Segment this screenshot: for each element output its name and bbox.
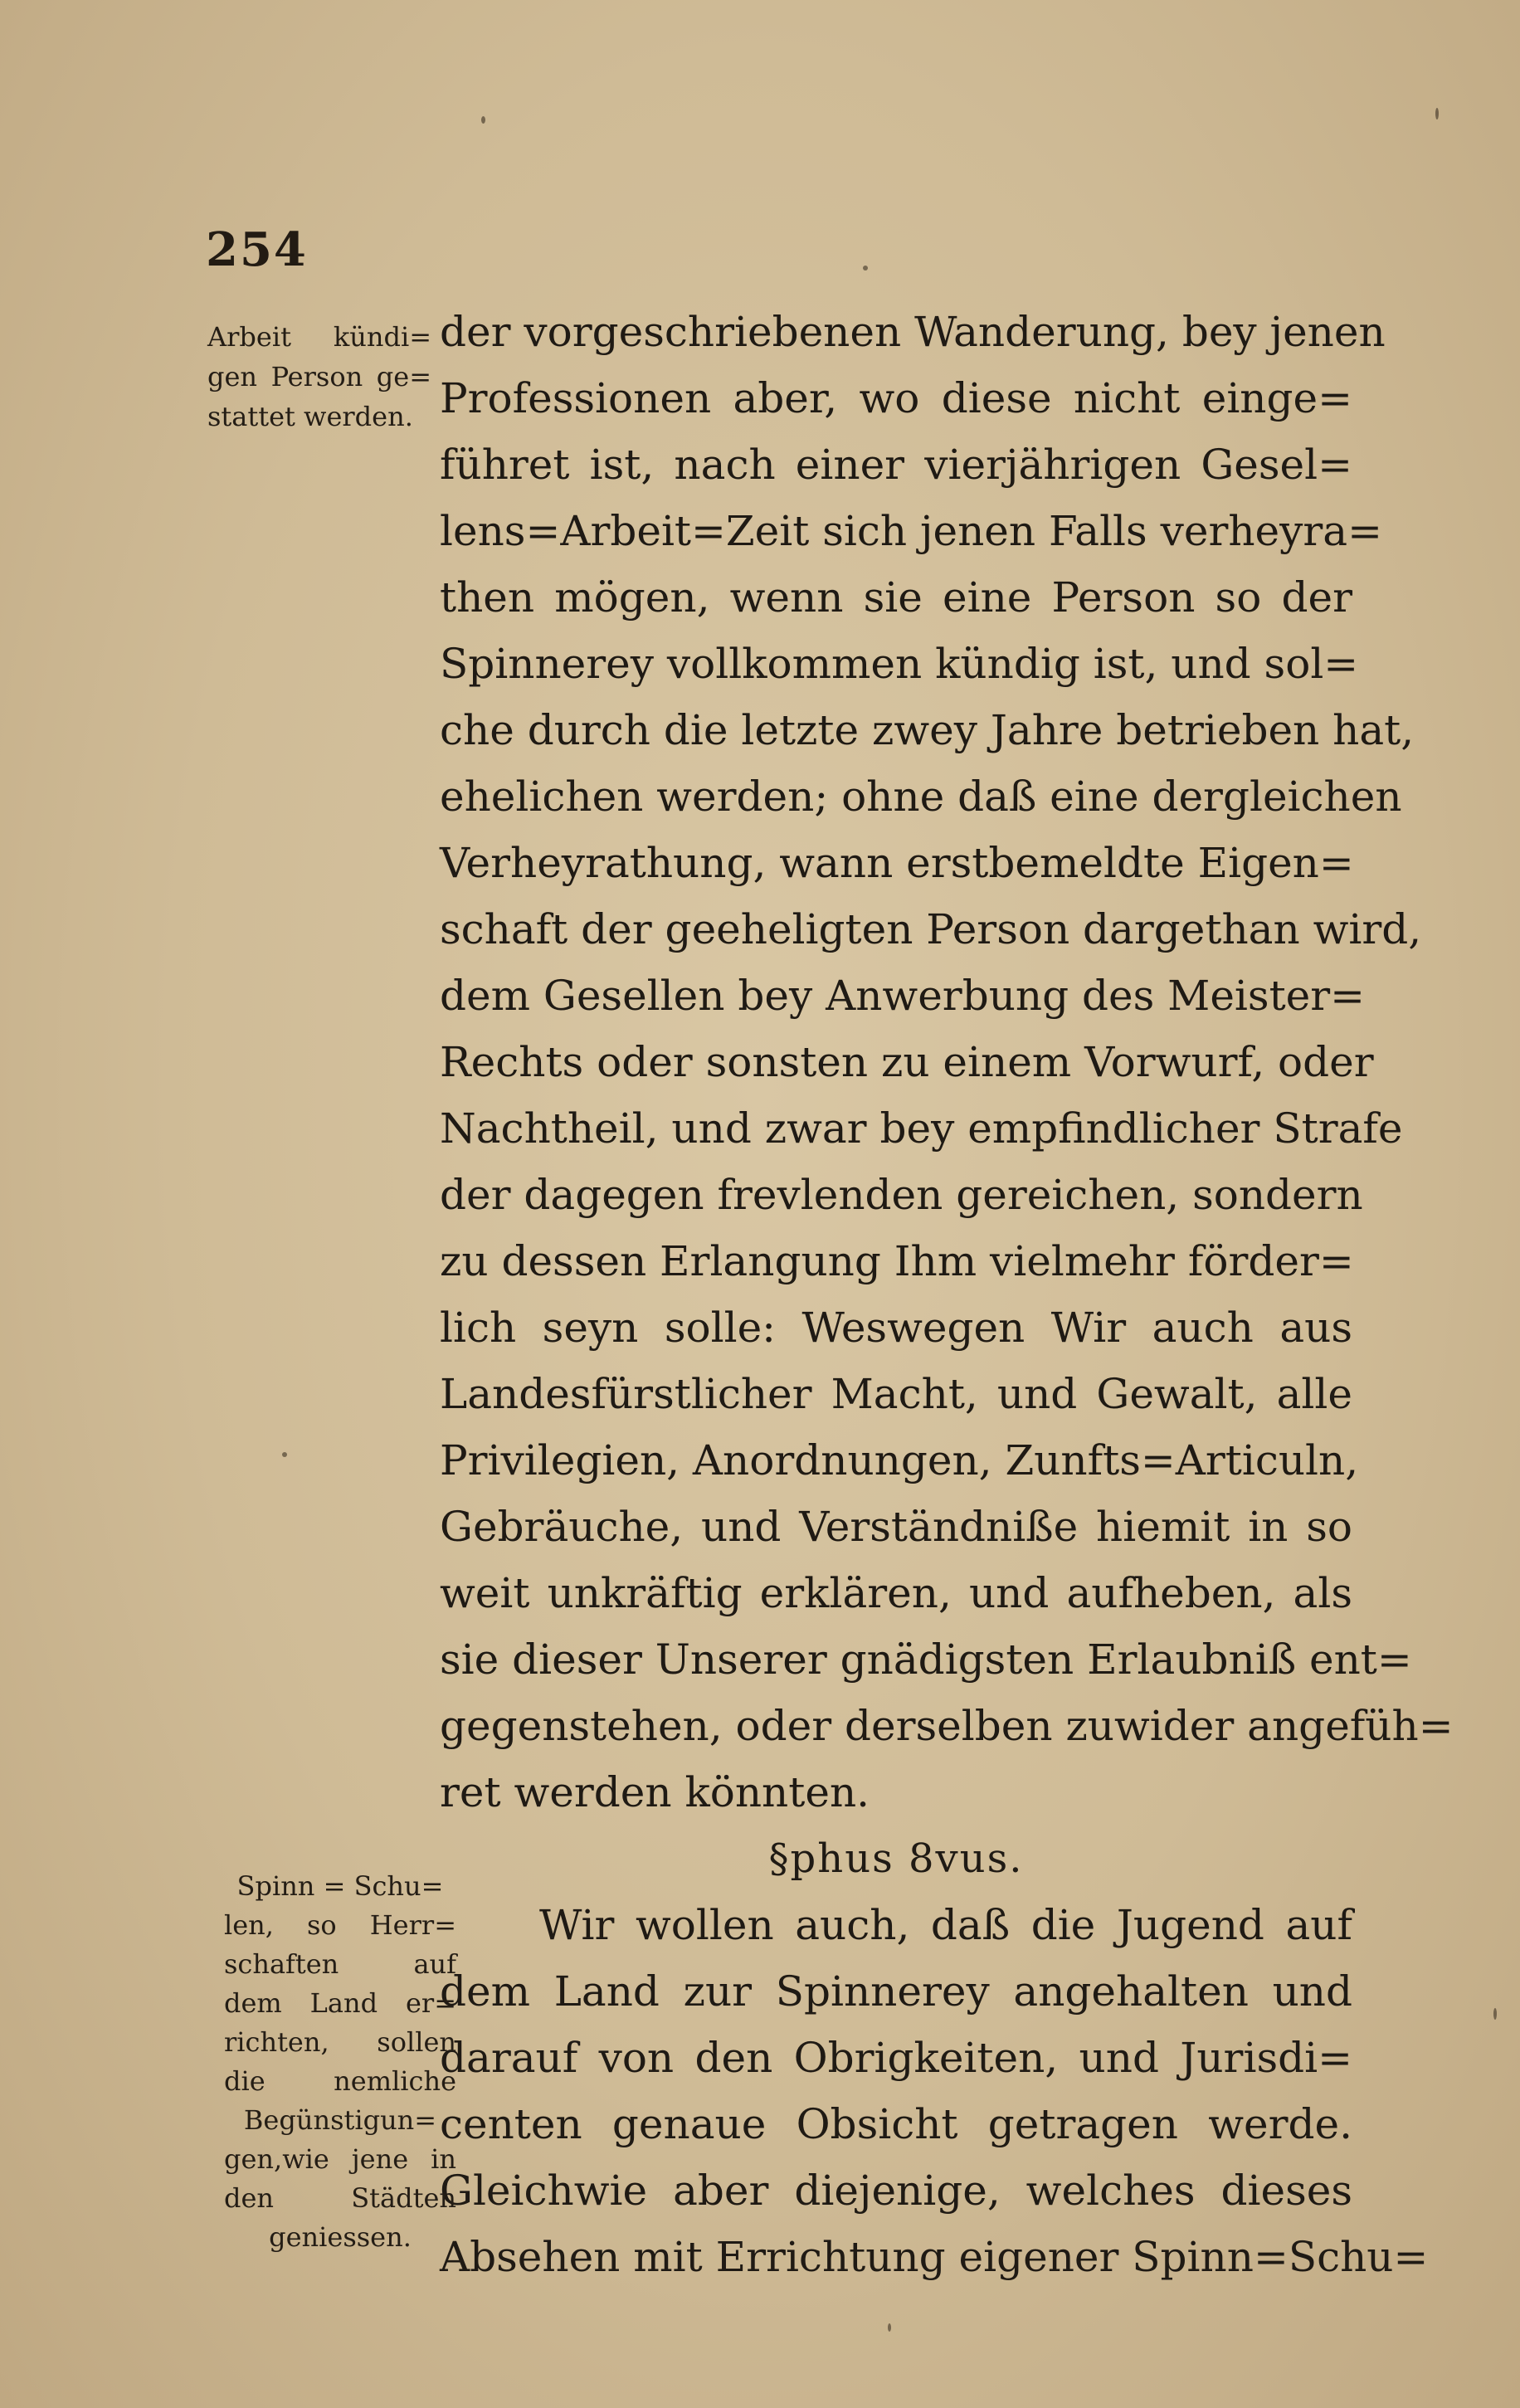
text-line: Spinnerey vollkommen kündig ist, und sol= — [440, 640, 1359, 688]
paper-speck — [481, 116, 485, 124]
body-text — [440, 299, 1454, 2290]
margin-note-line: die nemliche — [224, 2065, 456, 2097]
text-line: centen genaue Obsicht getragen werde. — [440, 2100, 1352, 2148]
text-line: Gebräuche, und Verständniße hiemit in so — [440, 1503, 1352, 1551]
text-line: lich seyn solle: Weswegen Wir auch aus — [440, 1304, 1352, 1352]
text-line: che durch die letzte zwey Jahre betrieben hat, — [440, 706, 1415, 754]
margin-note-line: richten, sollen — [224, 2026, 456, 2058]
margin-note-line: geniessen. — [269, 2221, 412, 2253]
section-heading: §phus 8vus. — [768, 1835, 1024, 1882]
paper-speck — [863, 266, 868, 271]
text-line: gegenstehen, oder derselben zuwider angefüh= — [440, 1702, 1454, 1750]
margin-note-line: Begünstigun= — [243, 2104, 437, 2136]
paper-speck — [888, 2323, 891, 2332]
margin-note-line: dem Land er= — [224, 1987, 456, 2019]
paper-speck — [1493, 2008, 1497, 2020]
text-line: darauf von den Obrigkeiten, und Jurisdi= — [440, 2034, 1352, 2082]
margin-note-arbeit — [207, 317, 431, 436]
text-line: then mögen, wenn sie eine Person so der — [440, 573, 1352, 621]
text-line: zu dessen Erlangung Ihm vielmehr förder= — [440, 1237, 1354, 1285]
text-line: Professionen aber, wo diese nicht einge= — [440, 374, 1352, 422]
text-line: Wir wollen auch, daß die Jugend auf — [539, 1901, 1352, 1949]
text-line: Gleichwie aber diejenige, welches dieses — [440, 2167, 1352, 2215]
text-line: führet ist, nach einer vierjährigen Gesel= — [440, 441, 1352, 489]
text-line: dem Land zur Spinnerey angehalten und — [440, 1967, 1352, 2016]
text-line: ret werden könnten. — [440, 1768, 870, 1816]
text-line: Rechts oder sonsten zu einem Vorwurf, oder — [440, 1038, 1374, 1086]
margin-note-line: Spinn = Schu= — [236, 1870, 444, 1902]
text-line: weit unkräftig erklären, und aufheben, als — [440, 1569, 1352, 1617]
text-line: Nachtheil, und zwar bey empfindlicher Strafe — [440, 1104, 1403, 1153]
page-number: 254 — [206, 222, 308, 277]
text-line: dem Gesellen bey Anwerbung des Meister= — [440, 972, 1366, 1020]
text-line: Landesfürstlicher Macht, und Gewalt, alle — [440, 1370, 1352, 1418]
margin-note-line: den Städten — [224, 2182, 456, 2214]
text-line: der dagegen frevlenden gereichen, sondern — [440, 1171, 1363, 1219]
text-line: Absehen mit Errichtung eigener Spinn=Schu= — [440, 2233, 1429, 2281]
text-line: lens=Arbeit=Zeit sich jenen Falls verheyra= — [440, 507, 1382, 555]
text-line: der vorgeschriebenen Wanderung, bey jenen — [440, 308, 1386, 356]
margin-note-line: gen,wie jene in — [224, 2143, 456, 2175]
text-line: Privilegien, Anordnungen, Zunfts=Articuln, — [440, 1436, 1359, 1484]
paper-speck — [1435, 108, 1439, 119]
margin-note-spinnschulen — [224, 1867, 456, 2257]
margin-note-line: len, so Herr= — [224, 1909, 456, 1941]
text-line: ehelichen werden; ohne daß eine dergleichen — [440, 773, 1402, 821]
paper-speck — [282, 1452, 287, 1457]
margin-note-line: Arbeit kündi= — [207, 321, 431, 353]
text-line: schaft der geeheligten Person dargethan wird, — [440, 905, 1422, 953]
margin-note-line: stattet werden. — [207, 401, 413, 432]
margin-note-line: schaften auf — [224, 1948, 456, 1980]
margin-note-line: gen Person ge= — [207, 361, 431, 392]
text-line: Verheyrathung, wann erstbemeldte Eigen= — [440, 839, 1354, 887]
text-line: sie dieser Unserer gnädigsten Erlaubniß ent= — [440, 1635, 1412, 1684]
